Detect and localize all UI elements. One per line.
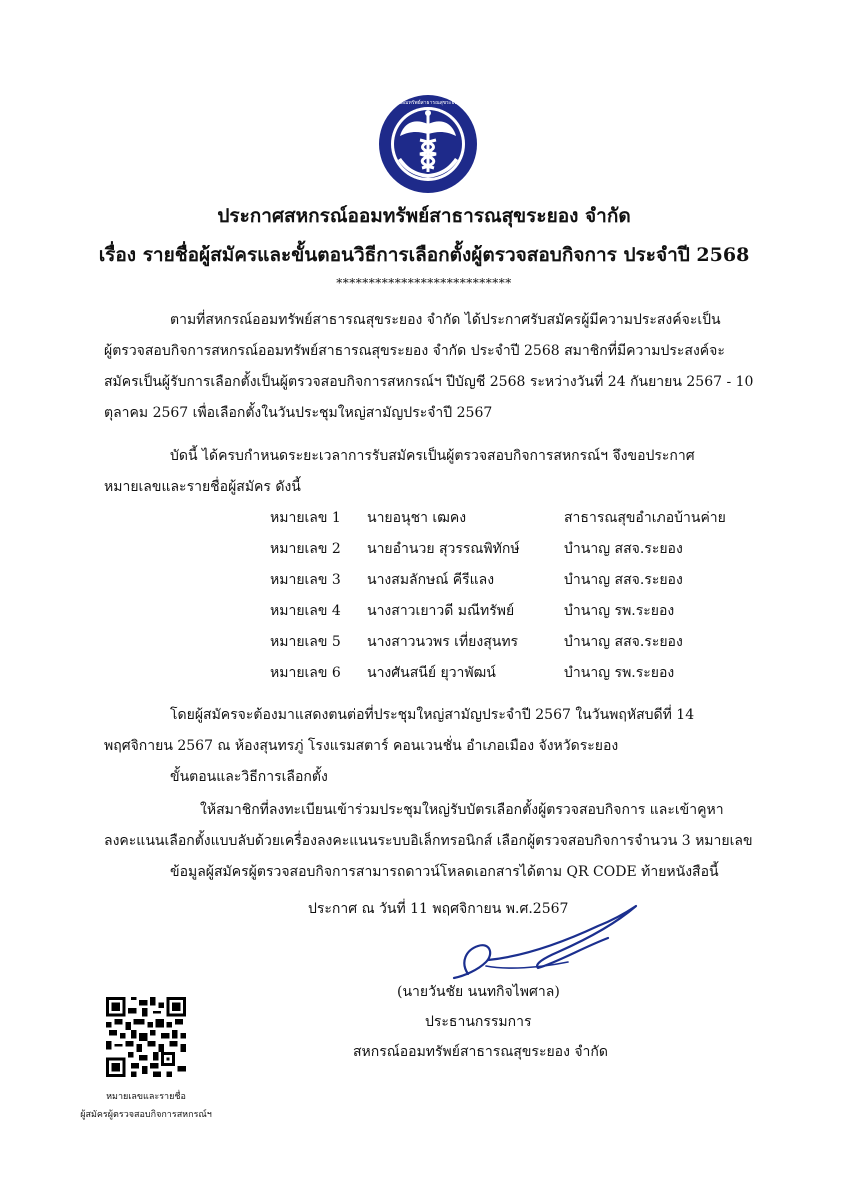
candidate-org: บำนาญ รพ.ระยอง: [564, 603, 675, 619]
candidate-name: นางศันสนีย์ ยุวาพัฒน์: [367, 665, 496, 681]
candidate-row: [0, 627, 848, 657]
procedure-line-2: ลงคะแนนเลือกตั้งแบบลับด้วยเครื่องลงคะแนนระบบอิเล็กทรอนิกส์ เลือกผู้ตรวจสอบกิจการจำนวน 3 หมายเลข: [104, 833, 753, 849]
candidate-row: [0, 534, 848, 564]
candidate-row: [0, 596, 848, 626]
candidate-name: นายอำนวย สุวรรณพิทักษ์: [367, 541, 520, 557]
candidate-org: บำนาญ สสจ.ระยอง: [564, 634, 683, 650]
qr-caption-line-1: หมายเลขและรายชื่อ: [106, 1092, 186, 1102]
candidate-name: นางสมลักษณ์ คีรีแลง: [367, 572, 495, 588]
candidate-row: [0, 658, 848, 688]
qr-caption-line-2: ผู้สมัครผู้ตรวจสอบกิจการสหกรณ์ฯ: [80, 1110, 212, 1120]
candidate-number: หมายเลข 4: [270, 603, 341, 619]
candidate-number: หมายเลข 5: [270, 634, 341, 650]
intro-line-4: ตุลาคม 2567 เพื่อเลือกตั้งในวันประชุมใหญ่สามัญประจำปี 2567: [104, 405, 493, 421]
candidate-row: [0, 503, 848, 533]
candidate-row: [0, 565, 848, 595]
signatory-organization: สหกรณ์ออมทรัพย์สาธารณสุขระยอง จำกัด: [353, 1044, 608, 1060]
announcement-title: ประกาศสหกรณ์ออมทรัพย์สาธารณสุขระยอง จำกัด: [217, 205, 631, 227]
candidate-name: นางสาวนวพร เที่ยงสุนทร: [367, 634, 519, 650]
intro-line-3: สมัครเป็นผู้รับการเลือกตั้งเป็นผู้ตรวจสอบกิจการสหกรณ์ฯ ปีบัญชี 2568 ระหว่างวันที่ 24 กันยายน 2567 - 10: [104, 374, 754, 390]
candidate-name: นางสาวเยาวดี มณีทรัพย์: [367, 603, 515, 619]
intro-line-1: ตามที่สหกรณ์ออมทรัพย์สาธารณสุขระยอง จำกัด ได้ประกาศรับสมัครผู้มีความประสงค์จะเป็น: [170, 312, 721, 328]
announce-line-2: หมายเลขและรายชื่อผู้สมัคร ดังนี้: [104, 479, 301, 495]
meeting-line-2: พฤศจิกายน 2567 ณ ห้องสุนทรภู่ โรงแรมสตาร์ คอนเวนชั่น อำเภอเมือง จังหวัดระยอง: [104, 738, 619, 754]
intro-line-2: ผู้ตรวจสอบกิจการสหกรณ์ออมทรัพย์สาธารณสุขระยอง จำกัด ประจำปี 2568 สมาชิกที่มีความประสงค์จะ: [104, 343, 725, 359]
candidate-name: นายอนุชา เฒคง: [367, 510, 467, 526]
seal-text: สหกรณ์ออมทรัพย์สาธารณสุขระยอง จำกัด: [382, 100, 474, 106]
candidate-number: หมายเลข 6: [270, 665, 341, 681]
candidate-number: หมายเลข 3: [270, 572, 341, 588]
announcement-date: ประกาศ ณ วันที่ 11 พฤศจิกายน พ.ศ.2567: [308, 901, 569, 917]
cooperative-seal-logo: [378, 94, 478, 194]
divider-stars: ***************************: [336, 276, 512, 290]
procedure-heading: ขั้นตอนและวิธีการเลือกตั้ง: [170, 769, 328, 785]
meeting-line-1: โดยผู้สมัครจะต้องมาแสดงตนต่อที่ประชุมใหญ่สามัญประจำปี 2567 ในวันพฤหัสบดีที่ 14: [170, 707, 695, 723]
procedure-line-1: ให้สมาชิกที่ลงทะเบียนเข้าร่วมประชุมใหญ่รับบัตรเลือกตั้งผู้ตรวจสอบกิจการ และเข้าคูหา: [200, 802, 724, 818]
announce-line-1: บัดนี้ ได้ครบกำหนดระยะเวลาการรับสมัครเป็นผู้ตรวจสอบกิจการสหกรณ์ฯ จึงขอประกาศ: [170, 448, 695, 464]
candidate-number: หมายเลข 2: [270, 541, 341, 557]
candidate-number: หมายเลข 1: [270, 510, 341, 526]
procedure-line-3: ข้อมูลผู้สมัครผู้ตรวจสอบกิจการสามารถดาวน์โหลดเอกสารได้ตาม QR CODE ท้ายหนังสือนี้: [170, 864, 719, 880]
candidate-org: บำนาญ รพ.ระยอง: [564, 665, 675, 681]
candidate-org: สาธารณสุขอำเภอบ้านค่าย: [564, 510, 726, 526]
signatory-name: (นายวันชัย นนทกิจไพศาล): [397, 984, 560, 1000]
announcement-subject: เรื่อง รายชื่อผู้สมัครและขั้นตอนวิธีการเลือกตั้งผู้ตรวจสอบกิจการ ประจำปี 2568: [98, 244, 750, 266]
signatory-position: ประธานกรรมการ: [425, 1014, 532, 1030]
candidate-org: บำนาญ สสจ.ระยอง: [564, 572, 683, 588]
qr-code[interactable]: [106, 997, 186, 1077]
candidate-org: บำนาญ สสจ.ระยอง: [564, 541, 683, 557]
